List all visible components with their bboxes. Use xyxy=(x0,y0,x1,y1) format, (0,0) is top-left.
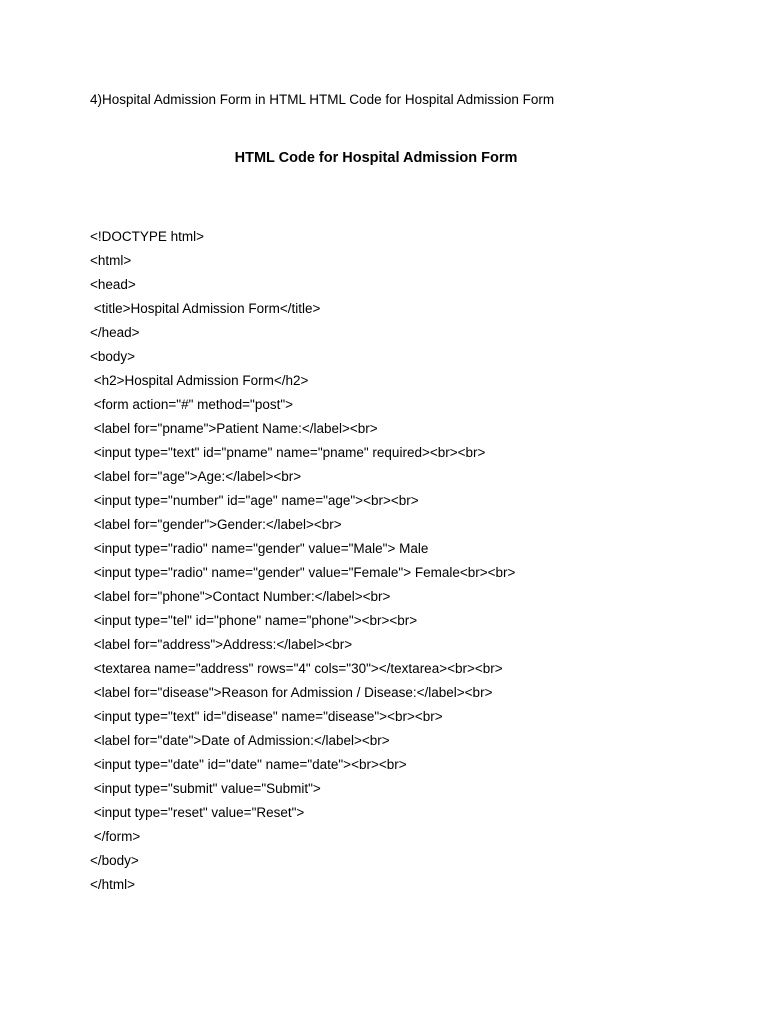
code-line: <input type="reset" value="Reset"> xyxy=(90,805,305,820)
code-line: <input type="tel" id="phone" name="phone"><br><br> xyxy=(90,613,418,628)
code-line: <input type="number" id="age" name="age"><br><br> xyxy=(90,493,419,508)
code-line: <input type="radio" name="gender" value="Male"> Male xyxy=(90,541,429,556)
code-line: </body> xyxy=(90,853,139,868)
code-line: <label for="age">Age:</label><br> xyxy=(90,469,302,484)
code-line: <label for="disease">Reason for Admission / Disease:</label><br> xyxy=(90,685,493,700)
code-line: <head> xyxy=(90,277,136,292)
code-listing xyxy=(90,225,515,897)
code-line: <input type="text" id="pname" name="pname" required><br><br> xyxy=(90,445,486,460)
code-line: <label for="phone">Contact Number:</label><br> xyxy=(90,589,391,604)
code-line: <body> xyxy=(90,349,136,364)
code-line: <input type="submit" value="Submit"> xyxy=(90,781,321,796)
code-line: <input type="text" id="disease" name="disease"><br><br> xyxy=(90,709,443,724)
code-line: <html> xyxy=(90,253,132,268)
code-line: <input type="radio" name="gender" value="Female"> Female<br><br> xyxy=(90,565,516,580)
code-line: <textarea name="address" rows="4" cols="30"></textarea><br><br> xyxy=(90,661,503,676)
code-line: <label for="gender">Gender:</label><br> xyxy=(90,517,342,532)
code-line: <label for="date">Date of Admission:</label><br> xyxy=(90,733,390,748)
code-line: <form action="#" method="post"> xyxy=(90,397,294,412)
code-line: <label for="address">Address:</label><br> xyxy=(90,637,353,652)
code-line: <h2>Hospital Admission Form</h2> xyxy=(90,373,309,388)
code-line: </head> xyxy=(90,325,140,340)
document-heading: 4)Hospital Admission Form in HTML HTML Code for Hospital Admission Form xyxy=(90,92,555,107)
code-line: <input type="date" id="date" name="date"><br><br> xyxy=(90,757,407,772)
code-line: <title>Hospital Admission Form</title> xyxy=(90,301,321,316)
document-title: HTML Code for Hospital Admission Form xyxy=(234,150,518,166)
code-line: </html> xyxy=(90,877,136,892)
code-line: <!DOCTYPE html> xyxy=(90,229,205,244)
code-line: </form> xyxy=(90,829,141,844)
code-line: <label for="pname">Patient Name:</label><br> xyxy=(90,421,378,436)
